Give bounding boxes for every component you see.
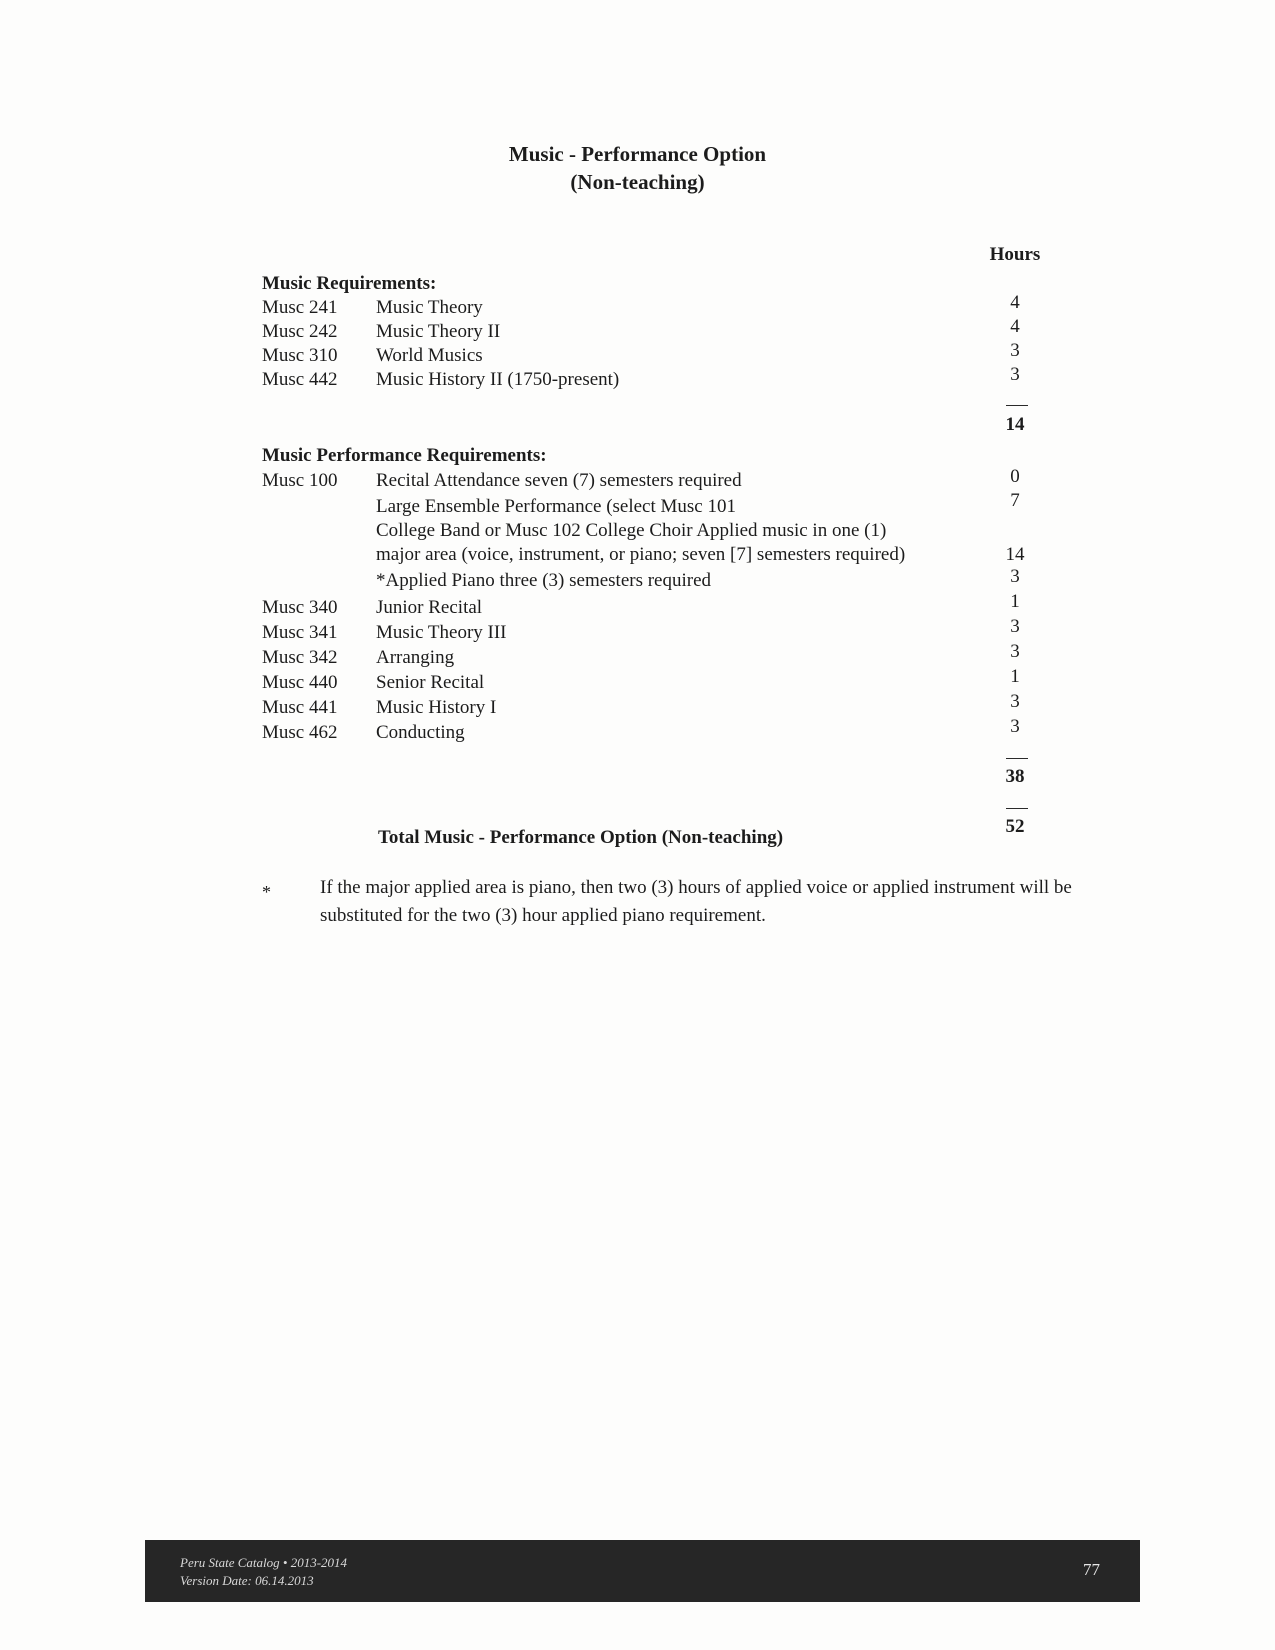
course-title: major area (voice, instrument, or piano; seven [7] semesters required)	[376, 544, 906, 565]
performance-requirements-heading: Music Performance Requirements:	[262, 445, 547, 466]
course-hours: 3	[1010, 364, 1020, 385]
course-title: Music History II (1750-present)	[376, 369, 620, 390]
course-code: Musc 100	[262, 470, 338, 491]
course-hours: 3	[1010, 340, 1020, 361]
course-code: Musc 442	[262, 369, 338, 390]
course-hours: 4	[1010, 292, 1020, 313]
footer-catalog-title: Peru State Catalog • 2013-2014	[180, 1555, 348, 1570]
table-row	[0, 520, 1275, 544]
course-title: World Musics	[376, 345, 483, 366]
page-footer	[145, 1540, 1140, 1602]
course-code: Musc 440	[262, 672, 338, 693]
footnote-mark: *	[262, 882, 271, 902]
table-row	[0, 544, 1275, 568]
footnote-text: If the major applied area is piano, then two (3) hours of applied voice or applied instrument will be substituted for the two (3) hour applied piano requirement.	[320, 877, 1072, 926]
table-row	[0, 316, 1275, 345]
course-title: Arranging	[376, 647, 455, 668]
course-code: Musc 242	[262, 321, 338, 342]
performance-requirements-subtotal: 38	[1005, 766, 1025, 787]
course-title: Music Theory III	[376, 622, 507, 643]
course-hours: 3	[1010, 566, 1020, 587]
course-code: Musc 342	[262, 647, 338, 668]
course-title: Conducting	[376, 722, 465, 743]
page-title	[0, 140, 1275, 196]
music-requirements-heading: Music Requirements:	[262, 273, 437, 294]
total-rule	[1006, 808, 1028, 809]
footer-version-date: Version Date: 06.14.2013	[180, 1573, 314, 1588]
course-hours: 3	[1010, 616, 1020, 637]
music-requirements-subtotal: 14	[1005, 414, 1025, 435]
course-hours: 1	[1010, 666, 1020, 687]
course-title: Music Theory	[376, 297, 483, 318]
table-row	[0, 292, 1275, 321]
course-hours: 7	[1010, 490, 1020, 511]
course-title: Senior Recital	[376, 672, 485, 693]
table-row	[0, 591, 1275, 621]
course-title: Junior Recital	[376, 597, 483, 618]
subtotal-rule	[1006, 405, 1028, 406]
table-row	[0, 691, 1275, 721]
page-title-line1: Music - Performance Option	[508, 142, 767, 166]
course-code: Musc 340	[262, 597, 338, 618]
table-row	[0, 616, 1275, 646]
course-title: Music Theory II	[376, 321, 501, 342]
course-hours: 3	[1010, 691, 1020, 712]
table-row	[0, 641, 1275, 671]
footer-catalog-info	[180, 1554, 347, 1590]
course-hours: 3	[1010, 716, 1020, 737]
total-hours: 52	[1005, 816, 1025, 837]
course-title: Large Ensemble Performance (select Musc 101	[376, 496, 736, 517]
course-hours: 3	[1010, 641, 1020, 662]
total-label: Total Music - Performance Option (Non-teaching)	[378, 827, 784, 848]
course-code: Musc 241	[262, 297, 338, 318]
course-code: Musc 462	[262, 722, 338, 743]
course-hours: 4	[1010, 316, 1020, 337]
course-title: Music History I	[376, 697, 497, 718]
course-title: Recital Attendance seven (7) semesters required	[376, 470, 742, 491]
table-row	[0, 340, 1275, 369]
page-title-line2: (Non-teaching)	[570, 170, 705, 194]
course-hours: 14	[1005, 544, 1025, 565]
course-code: Musc 441	[262, 697, 338, 718]
page-number: 77	[1083, 1560, 1100, 1579]
table-row	[0, 666, 1275, 696]
table-row	[0, 566, 1275, 594]
hours-column-header: Hours	[989, 244, 1041, 265]
table-row	[0, 466, 1275, 494]
course-code: Musc 310	[262, 345, 338, 366]
course-hours: 1	[1010, 591, 1020, 612]
course-code: Musc 341	[262, 622, 338, 643]
course-hours: 0	[1010, 466, 1020, 487]
table-row	[0, 490, 1275, 520]
course-title: College Band or Musc 102 College Choir Applied music in one (1)	[376, 520, 887, 541]
table-row	[0, 716, 1275, 746]
course-title: *Applied Piano three (3) semesters required	[376, 570, 712, 591]
table-row	[0, 364, 1275, 393]
subtotal-rule	[1006, 758, 1028, 759]
